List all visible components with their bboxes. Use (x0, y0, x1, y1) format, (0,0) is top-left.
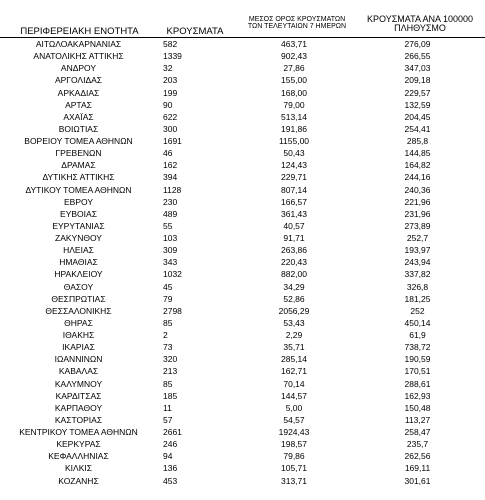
cell-region: ΘΕΣΠΡΩΤΙΑΣ (51, 293, 106, 304)
table-row (0, 74, 485, 86)
cell-seven-day-average: 35,71 (283, 342, 305, 353)
cell-cases-per-100000: 190,59 (404, 354, 431, 365)
cell-seven-day-average: 361,43 (281, 208, 307, 219)
cell-region: ΙΘΑΚΗΣ (62, 330, 95, 340)
table-row (0, 281, 485, 293)
cell-region: ΙΚΑΡΙΑΣ (62, 342, 95, 353)
cell-cases: 46 (163, 148, 173, 159)
cell-seven-day-average: 807,14 (281, 184, 307, 195)
cell-cases-per-100000: 144,85 (404, 148, 431, 159)
header-cases: ΚΡΟΥΣΜΑΤΑ (166, 26, 224, 37)
table-row (0, 293, 485, 305)
cell-cases: 2661 (163, 427, 182, 437)
header-cases-per-100000 (360, 15, 480, 34)
cell-cases-per-100000: 113,27 (404, 414, 431, 425)
table-row (0, 305, 485, 317)
cell-cases: 79 (163, 293, 173, 304)
cell-cases: 246 (163, 439, 178, 450)
cell-seven-day-average: 220,43 (281, 257, 307, 268)
cell-cases-per-100000: 162,93 (404, 390, 431, 401)
cell-cases: 2 (163, 330, 168, 340)
cell-cases: 582 (163, 39, 178, 49)
table-row (0, 111, 485, 123)
cell-seven-day-average: 53,43 (283, 317, 305, 328)
cell-cases-per-100000: 231,96 (404, 208, 431, 219)
table-row (0, 184, 485, 196)
cell-region: ΕΥΡΥΤΑΝΙΑΣ (52, 220, 105, 231)
table-row (0, 341, 485, 353)
table-row (0, 450, 485, 462)
cell-cases: 1339 (163, 51, 182, 62)
cell-region: ΒΟΙΩΤΙΑΣ (58, 123, 99, 134)
cell-cases-per-100000: 209,18 (404, 75, 431, 86)
cell-cases: 103 (163, 233, 178, 243)
cell-cases: 309 (163, 245, 178, 256)
cell-cases: 55 (163, 220, 173, 231)
cell-region: ΑΙΤΩΛΟΑΚΑΡΝΑΝΙΑΣ (35, 39, 122, 49)
header-average-line-1: ΜΕΣΟΣ ΟΡΟΣ ΚΡΟΥΣΜΑΤΩΝ (248, 16, 346, 23)
cell-cases: 453 (163, 475, 178, 486)
cell-seven-day-average: 198,57 (281, 439, 307, 450)
cell-region: ΚΑΛΥΜΝΟΥ (54, 378, 103, 389)
cell-cases: 213 (163, 366, 178, 377)
cell-cases: 90 (163, 99, 173, 110)
cell-cases: 85 (163, 317, 173, 328)
table-row (0, 220, 485, 232)
table-row (0, 62, 485, 74)
table-row (0, 135, 485, 147)
table-row (0, 353, 485, 365)
cell-seven-day-average: 52,86 (283, 293, 305, 304)
cell-cases: 185 (163, 390, 178, 401)
cell-region: ΕΒΡΟΥ (63, 196, 93, 207)
table-row (0, 365, 485, 377)
cell-region: ΚΕΡΚΥΡΑΣ (56, 439, 101, 450)
cell-cases: 94 (163, 451, 173, 462)
cell-seven-day-average: 229,71 (281, 172, 307, 183)
cell-cases: 162 (163, 160, 178, 171)
cell-cases: 85 (163, 378, 173, 389)
cell-cases: 343 (163, 257, 178, 268)
cell-cases-per-100000: 258,47 (404, 427, 431, 437)
table-row (0, 123, 485, 135)
table-row (0, 256, 485, 268)
header-per-line-1: ΚΡΟΥΣΜΑΤΑ ΑΝΑ 100000 (367, 14, 473, 24)
cell-cases-per-100000: 150,48 (404, 402, 431, 413)
cell-region: ΔΡΑΜΑΣ (61, 160, 96, 171)
cell-region: ΚΑΡΠΑΘΟΥ (54, 402, 103, 413)
cell-cases-per-100000: 285,8 (406, 136, 429, 146)
cell-cases-per-100000: 235,7 (406, 439, 429, 450)
cell-region: ΚΙΛΚΙΣ (65, 463, 92, 474)
cell-cases: 300 (163, 123, 178, 134)
cell-cases: 203 (163, 75, 178, 86)
cell-seven-day-average: 155,00 (281, 75, 307, 86)
table-row (0, 462, 485, 474)
cell-region: ΑΡΤΑΣ (65, 99, 92, 110)
cell-cases-per-100000: 301,61 (404, 475, 431, 486)
cell-cases-per-100000: 337,82 (404, 269, 431, 280)
table-row (0, 317, 485, 329)
cell-cases: 57 (163, 414, 173, 425)
table-row (0, 87, 485, 99)
cell-cases-per-100000: 252 (410, 305, 425, 316)
cell-cases: 320 (163, 354, 178, 365)
cell-region: ΚΟΖΑΝΗΣ (58, 475, 99, 486)
cell-region: ΓΡΕΒΕΝΩΝ (55, 148, 102, 159)
cell-cases-per-100000: 181,25 (404, 293, 431, 304)
cell-cases: 1032 (163, 269, 182, 280)
cell-region: ΚΑΒΑΛΑΣ (58, 366, 99, 377)
cell-seven-day-average: 79,86 (283, 451, 305, 462)
cell-cases-per-100000: 266,55 (404, 51, 431, 62)
cell-region: ΚΑΡΔΙΤΣΑΣ (55, 390, 102, 401)
cell-region: ΑΡΓΟΛΙΔΑΣ (54, 75, 103, 86)
cell-cases-per-100000: 288,61 (404, 378, 431, 389)
header-region: ΠΕΡΙΦΕΡΕΙΑΚΗ ΕΝΟΤΗΤΑ (20, 26, 139, 37)
cell-seven-day-average: 27,86 (283, 63, 305, 74)
cell-seven-day-average: 1924,43 (278, 427, 310, 437)
table-row (0, 402, 485, 414)
cell-seven-day-average: 168,00 (281, 87, 307, 98)
cell-region: ΑΧΑΪΑΣ (63, 111, 94, 122)
cell-cases-per-100000: 170,51 (404, 366, 431, 377)
cell-cases-per-100000: 252,7 (406, 233, 429, 243)
table-body (0, 38, 485, 487)
cell-region: ΕΥΒΟΙΑΣ (60, 208, 97, 219)
cell-region: ΘΕΣΣΑΛΟΝΙΚΗΣ (45, 305, 112, 316)
cell-seven-day-average: 54,57 (283, 414, 305, 425)
cell-seven-day-average: 91,71 (283, 233, 305, 243)
cell-cases: 2798 (163, 305, 182, 316)
cell-region: ΑΡΚΑΔΙΑΣ (57, 87, 100, 98)
cell-cases: 230 (163, 196, 178, 207)
table-row (0, 426, 485, 438)
cell-region: ΗΡΑΚΛΕΙΟΥ (54, 269, 103, 280)
header-average-line-2: ΤΩΝ ΤΕΛΕΥΤΑΙΩΝ 7 ΗΜΕΡΩΝ (247, 23, 347, 31)
cell-cases-per-100000: 193,97 (404, 245, 431, 256)
cell-region: ΗΛΕΙΑΣ (63, 245, 94, 256)
cell-region: ΔΥΤΙΚΟΥ ΤΟΜΕΑ ΑΘΗΝΩΝ (25, 184, 132, 195)
cell-seven-day-average: 313,71 (281, 475, 307, 486)
cell-seven-day-average: 166,57 (281, 196, 307, 207)
cell-cases-per-100000: 244,16 (404, 172, 431, 183)
cell-cases-per-100000: 132,59 (404, 99, 431, 110)
cell-cases-per-100000: 347,03 (404, 63, 431, 74)
cell-cases: 622 (163, 111, 178, 122)
table-row (0, 268, 485, 280)
table-row (0, 414, 485, 426)
cell-region: ΙΩΑΝΝΙΝΩΝ (54, 354, 103, 365)
cell-seven-day-average: 2,29 (285, 330, 303, 340)
cell-cases-per-100000: 262,56 (404, 451, 431, 462)
table-row (0, 329, 485, 341)
cell-seven-day-average: 79,00 (283, 99, 305, 110)
header-per-line-2: ΠΛΗΘΥΣΜΟ (394, 23, 446, 34)
header-seven-day-average (238, 16, 356, 31)
table-row (0, 38, 485, 50)
cell-region: ΑΝΔΡΟΥ (60, 63, 97, 74)
cell-cases: 394 (163, 172, 178, 183)
cell-cases: 199 (163, 87, 178, 98)
cell-cases-per-100000: 240,36 (404, 184, 431, 195)
cell-cases-per-100000: 221,96 (404, 196, 431, 207)
cell-seven-day-average: 5,00 (285, 402, 303, 413)
cell-cases: 11 (163, 402, 172, 413)
cell-cases: 73 (163, 342, 173, 353)
cell-seven-day-average: 2056,29 (278, 305, 310, 316)
cell-region: ΑΝΑΤΟΛΙΚΗΣ ΑΤΤΙΚΗΣ (33, 51, 124, 62)
table-row (0, 475, 485, 487)
table-row (0, 378, 485, 390)
cell-region: ΖΑΚΥΝΘΟΥ (55, 233, 102, 243)
table-row (0, 147, 485, 159)
cell-region: ΒΟΡΕΙΟΥ ΤΟΜΕΑ ΑΘΗΝΩΝ (24, 136, 133, 146)
cell-seven-day-average: 124,43 (281, 160, 307, 171)
cell-seven-day-average: 105,71 (281, 463, 307, 474)
cell-region: ΘΗΡΑΣ (64, 317, 93, 328)
cell-cases-per-100000: 204,45 (404, 111, 431, 122)
cell-region: ΚΕΝΤΡΙΚΟΥ ΤΟΜΕΑ ΑΘΗΝΩΝ (19, 427, 138, 437)
table-row (0, 244, 485, 256)
table-row (0, 99, 485, 111)
cell-cases-per-100000: 273,89 (404, 220, 431, 231)
table-row (0, 208, 485, 220)
cell-region: ΔΥΤΙΚΗΣ ΑΤΤΙΚΗΣ (42, 172, 115, 183)
cell-seven-day-average: 70,14 (283, 378, 305, 389)
cell-cases-per-100000: 450,14 (404, 317, 431, 328)
cell-seven-day-average: 285,14 (281, 354, 307, 365)
cell-cases: 136 (163, 463, 178, 474)
cell-seven-day-average: 902,43 (281, 51, 307, 62)
table-row (0, 196, 485, 208)
cell-cases: 489 (163, 208, 178, 219)
cell-cases-per-100000: 169,11 (404, 463, 431, 474)
cell-region: ΘΑΣΟΥ (63, 281, 94, 292)
cell-seven-day-average: 144,57 (281, 390, 307, 401)
cell-seven-day-average: 50,43 (283, 148, 305, 159)
cell-cases-per-100000: 738,72 (404, 342, 431, 353)
cell-seven-day-average: 463,71 (281, 39, 307, 49)
cell-cases-per-100000: 254,41 (404, 123, 431, 134)
cell-cases-per-100000: 229,57 (404, 87, 431, 98)
cell-cases-per-100000: 61,9 (409, 330, 426, 340)
cell-cases-per-100000: 276,09 (404, 39, 431, 49)
cell-cases-per-100000: 164,82 (404, 160, 431, 171)
table-row (0, 438, 485, 450)
cell-region: ΚΑΣΤΟΡΙΑΣ (54, 414, 103, 425)
cell-cases: 1691 (163, 136, 182, 146)
cell-region: ΚΕΦΑΛΛΗΝΙΑΣ (48, 451, 109, 462)
cell-region: ΗΜΑΘΙΑΣ (59, 257, 98, 268)
cell-cases-per-100000: 326,8 (406, 281, 429, 292)
cell-seven-day-average: 34,29 (283, 281, 305, 292)
table-row (0, 50, 485, 62)
table-header (0, 0, 485, 37)
cell-seven-day-average: 191,86 (281, 123, 307, 134)
cell-seven-day-average: 40,57 (283, 220, 305, 231)
cell-cases: 32 (163, 63, 173, 74)
cell-seven-day-average: 263,86 (281, 245, 307, 256)
table-row (0, 159, 485, 171)
table-row (0, 390, 485, 402)
cell-seven-day-average: 513,14 (281, 111, 307, 122)
cell-cases-per-100000: 243,94 (404, 257, 431, 268)
table-row (0, 232, 485, 244)
cell-cases: 1128 (163, 184, 182, 195)
cell-seven-day-average: 882,00 (281, 269, 307, 280)
cell-seven-day-average: 162,71 (281, 366, 307, 377)
table-row (0, 171, 485, 183)
cell-seven-day-average: 1155,00 (278, 136, 310, 146)
cell-cases: 45 (163, 281, 173, 292)
